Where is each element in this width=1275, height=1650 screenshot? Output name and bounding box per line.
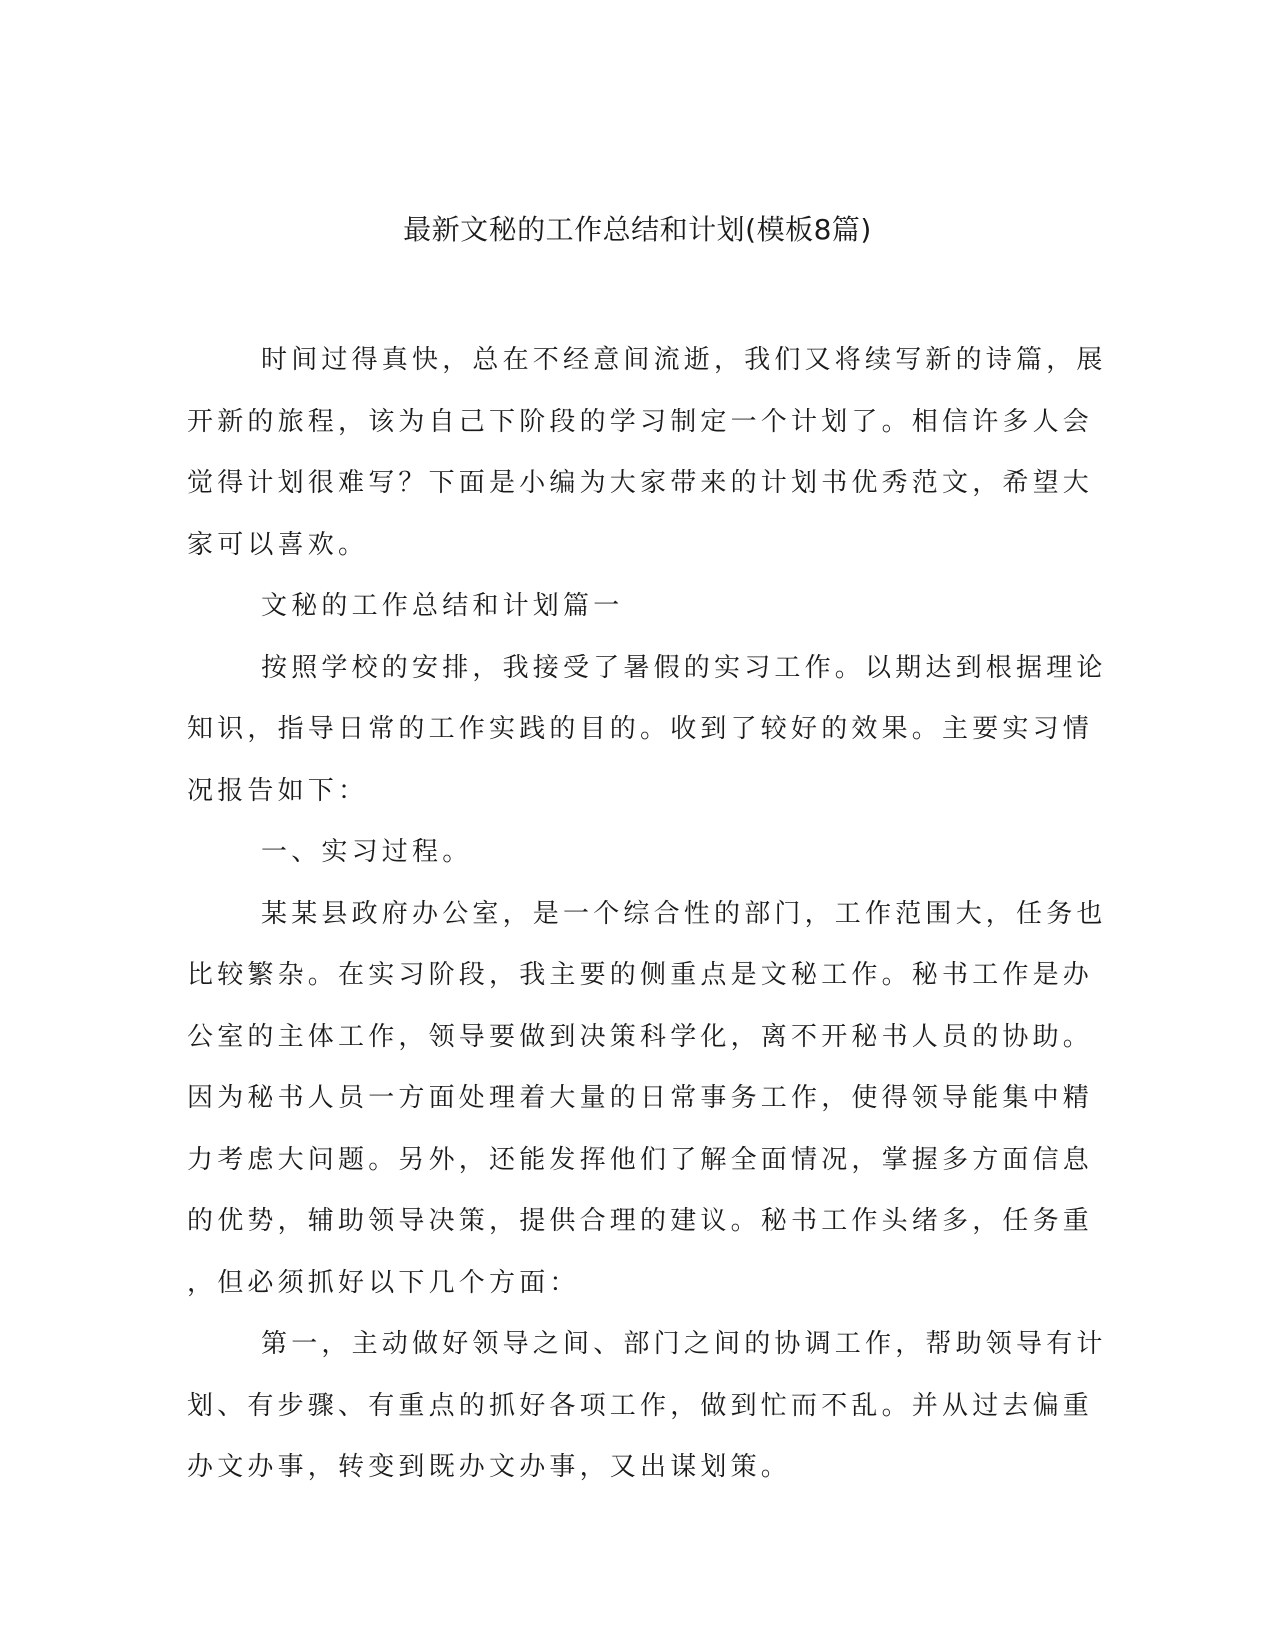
paragraph-internship-intro: [187, 638, 1107, 823]
paragraph-first-point: [187, 1314, 1107, 1499]
paragraph-line: 知识，指导日常的工作实践的目的。收到了较好的效果。主要实习情: [187, 714, 1094, 744]
paragraph-line: 比较繁杂。在实习阶段，我主要的侧重点是文秘工作。秘书工作是办: [187, 960, 1094, 990]
paragraph-line: 力考虑大问题。另外，还能发挥他们了解全面情况，掌握多方面信息: [187, 1144, 1094, 1175]
paragraph-line: 办文办事，转变到既办文办事，又出谋划策。: [187, 1452, 792, 1482]
paragraph-line: 第一，主动做好领导之间、部门之间的协调工作，帮助领导有计: [261, 1329, 1107, 1359]
paragraph-line: 公室的主体工作，领导要做到决策科学化，离不开秘书人员的协助。: [187, 1021, 1094, 1052]
section-heading-part-one: [187, 576, 1067, 638]
paragraph-line: 时间过得真快，总在不经意间流逝，我们又将续写新的诗篇，展: [261, 345, 1107, 375]
paragraph-line: 况报告如下：: [187, 775, 369, 806]
section-heading-internship-process: [187, 822, 1067, 884]
paragraph-line: 划、有步骤、有重点的抓好各项工作，做到忙而不乱。并从过去偏重: [187, 1390, 1094, 1421]
paragraph-line: 因为秘书人员一方面处理着大量的日常事务工作，使得领导能集中精: [187, 1083, 1094, 1113]
paragraph-office-description: [187, 884, 1107, 1315]
paragraph-line: 觉得计划很难写？下面是小编为大家带来的计划书优秀范文，希望大: [187, 468, 1094, 498]
paragraph-line: ，但必须抓好以下几个方面：: [187, 1267, 580, 1298]
paragraph-line: 家可以喜欢。: [187, 529, 369, 560]
paragraph-line: 按照学校的安排，我接受了暑假的实习工作。以期达到根据理论: [261, 652, 1107, 683]
paragraph-intro: [187, 330, 1107, 576]
paragraph-line: 的优势，辅助领导决策，提供合理的建议。秘书工作头绪多，任务重: [187, 1206, 1094, 1236]
paragraph-line: 一、实习过程。: [261, 837, 473, 867]
paragraph-line: 开新的旅程，该为自己下阶段的学习制定一个计划了。相信许多人会: [187, 406, 1094, 437]
paragraph-line: 某某县政府办公室，是一个综合性的部门，工作范围大，任务也: [261, 898, 1107, 929]
document-title: 最新文秘的工作总结和计划(模板8篇): [403, 213, 872, 246]
document-body: [187, 330, 1107, 1499]
paragraph-line: 文秘的工作总结和计划篇一: [261, 591, 624, 621]
